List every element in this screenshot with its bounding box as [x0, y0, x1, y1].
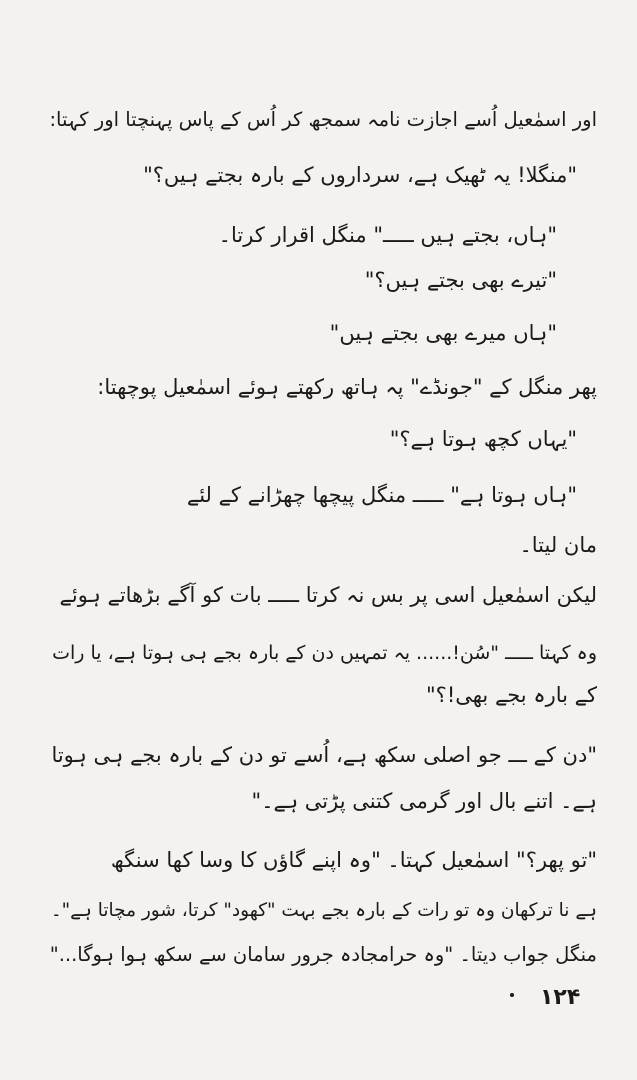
text-line: مان لیتا۔ [519, 533, 597, 557]
text-line: "ہاں، بجتے ہیں ـــــ" منگل اقرار کرتا۔ [218, 223, 557, 247]
text-line: وہ کہتا ـــــ "سُن!...... یہ تمہیں دن کے بارہ بجے ہی ہوتا ہے، یا رات [52, 642, 597, 664]
text-line: ہے نا ترکھان وہ تو رات کے بارہ بجے بہت "کھود" کرتا، شور مچاتا ہے"۔ [50, 900, 597, 921]
text-line: کے بارہ بجے بھی!؟" [426, 683, 597, 707]
text-line: "تیرے بھی بجتے ہیں؟" [364, 268, 557, 292]
text-line: "منگلا! یہ ٹھیک ہے، سرداروں کے بارہ بجتے ہیں؟" [143, 163, 577, 187]
text-line: "تو پھر؟" اسمٰعیل کہتا۔ "وہ اپنے گاؤں کا وسا کھا سنگھ [110, 848, 597, 872]
text-line: ہے۔ اتنے بال اور گرمی کتنی پڑتی ہے۔" [251, 789, 597, 813]
text-line: لیکن اسمٰعیل اسی پر بس نہ کرتا ـــــ بات کو آگے بڑھاتے ہوئے [59, 583, 597, 607]
text-line: پھر منگل کے "جونڈے" پہ ہاتھ رکھتے ہوئے اسمٰعیل پوچھتا: [97, 375, 597, 399]
text-line: "یہاں کچھ ہوتا ہے؟" [389, 427, 577, 451]
text-line: اور اسمٰعیل اُسے اجازت نامہ سمجھ کر اُس کے پاس پہنچتا اور کہتا: [49, 108, 597, 131]
page-number: ۱۲۴ [540, 985, 581, 1010]
text-line: "ہاں میرے بھی بجتے ہیں" [329, 321, 557, 345]
ornament-dot [510, 993, 514, 997]
text-line: منگل جواب دیتا۔ "وہ حرامجادہ جرور سامان سے سکھ ہوا ہوگا..." [49, 943, 597, 966]
text-line: "ہاں ہوتا ہے" ـــــ منگل پیچھا چھڑانے کے لئے [186, 483, 577, 507]
text-line: "دن کے ـــ جو اصلی سکھ ہے، اُسے تو دن کے بارہ بجے ہی ہوتا [51, 743, 597, 767]
